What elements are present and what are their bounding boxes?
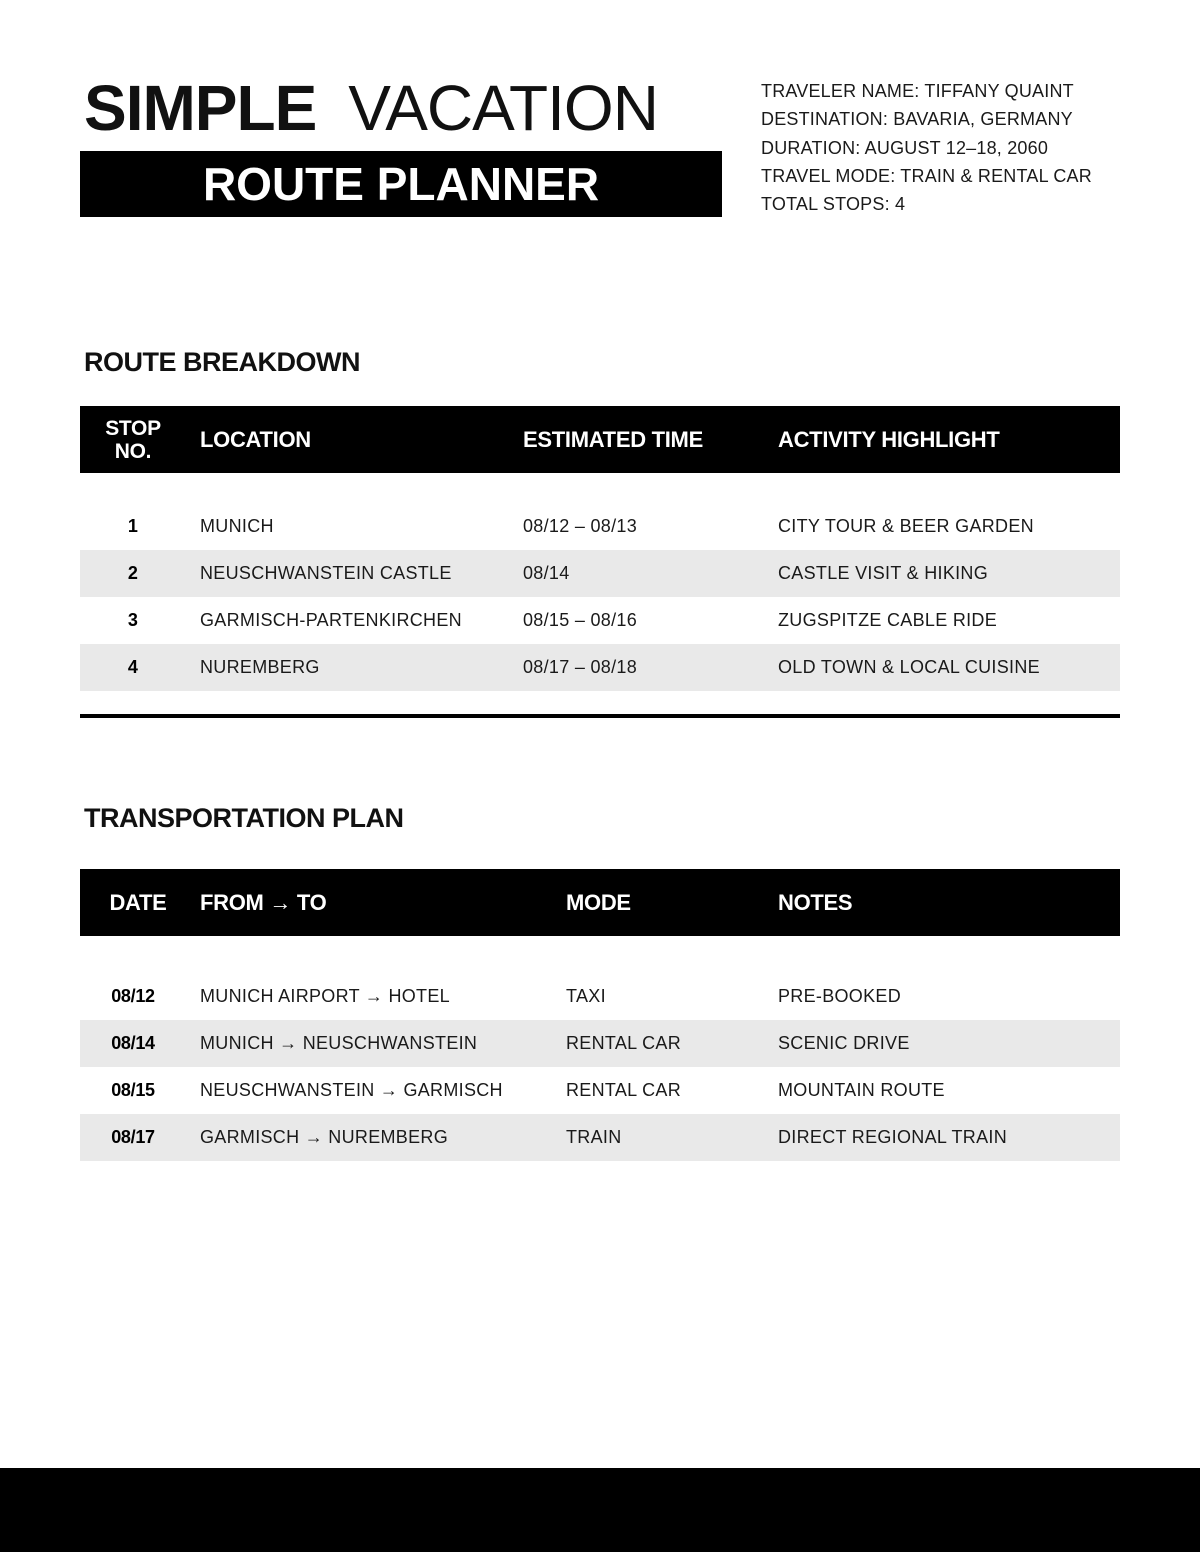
header-stop-line1: STOP	[105, 416, 161, 440]
activity-cell: ZUGSPITZE CABLE RIDE	[778, 610, 998, 630]
stop-number: 3	[127, 610, 139, 630]
header-date: DATE	[109, 889, 167, 915]
time-cell: 08/15 – 08/16	[523, 610, 638, 630]
time-cell: 08/14	[523, 563, 570, 583]
header-notes: NOTES	[778, 889, 853, 915]
destination: DESTINATION: BAVARIA, GERMANY	[761, 109, 1073, 130]
notes-cell: PRE-BOOKED	[778, 986, 902, 1006]
stop-number: 2	[127, 563, 139, 583]
route-cell: NEUSCHWANSTEIN → GARMISCH	[200, 1080, 503, 1100]
date-cell: 08/14	[111, 1033, 155, 1053]
location-cell: NEUSCHWANSTEIN CASTLE	[200, 563, 452, 583]
mode-cell: RENTAL CAR	[566, 1033, 682, 1053]
transport-table-body	[80, 973, 1120, 1161]
date-cell: 08/12	[111, 986, 155, 1006]
activity-cell: OLD TOWN & LOCAL CUISINE	[778, 657, 1040, 677]
table-row	[80, 644, 1120, 691]
location-cell: GARMISCH-PARTENKIRCHEN	[200, 610, 462, 630]
route-table-body	[80, 503, 1120, 691]
route-cell: MUNICH AIRPORT → HOTEL	[200, 986, 450, 1006]
date-cell: 08/15	[111, 1080, 155, 1100]
table-row	[80, 973, 1120, 1020]
header-mode: MODE	[566, 889, 631, 915]
title-bold-word: SIMPLE	[84, 72, 317, 144]
notes-cell: MOUNTAIN ROUTE	[778, 1080, 945, 1100]
route-table-header	[80, 406, 1120, 473]
table-row	[80, 597, 1120, 644]
stop-number: 4	[127, 657, 139, 677]
trip-info	[761, 77, 1161, 218]
page-title	[84, 70, 658, 146]
table-row	[80, 550, 1120, 597]
footer-bar	[0, 1468, 1200, 1552]
page-subtitle: ROUTE PLANNER	[202, 158, 600, 210]
header-stop-no	[80, 406, 186, 473]
transport-section-title: TRANSPORTATION PLAN	[84, 803, 404, 833]
header-estimated-time: ESTIMATED TIME	[523, 426, 703, 452]
header-activity-highlight: ACTIVITY HIGHLIGHT	[778, 426, 1000, 452]
location-cell: MUNICH	[200, 516, 274, 536]
mode-cell: TAXI	[566, 986, 606, 1006]
stop-number: 1	[127, 516, 139, 536]
total-stops: TOTAL STOPS: 4	[761, 194, 906, 215]
time-cell: 08/17 – 08/18	[523, 657, 638, 677]
route-cell: MUNICH → NEUSCHWANSTEIN	[200, 1033, 478, 1053]
route-cell: GARMISCH → NUREMBERG	[200, 1127, 449, 1147]
header-stop-line2: NO.	[114, 439, 152, 463]
mode-cell: RENTAL CAR	[566, 1080, 682, 1100]
section-divider	[80, 714, 1120, 718]
mode-cell: TRAIN	[566, 1127, 622, 1147]
header-location: LOCATION	[200, 426, 311, 452]
transport-table-header	[80, 869, 1120, 936]
notes-cell: SCENIC DRIVE	[778, 1033, 910, 1053]
table-row	[80, 503, 1120, 550]
duration: DURATION: AUGUST 12–18, 2060	[761, 137, 1049, 158]
route-section-title: ROUTE BREAKDOWN	[84, 347, 360, 377]
traveler-name: TRAVELER NAME: TIFFANY QUAINT	[761, 81, 1074, 101]
notes-cell: DIRECT REGIONAL TRAIN	[778, 1127, 1008, 1147]
travel-mode: TRAVEL MODE: TRAIN & RENTAL CAR	[761, 165, 1092, 186]
title-light-word: VACATION	[348, 72, 658, 144]
table-row	[80, 1067, 1120, 1114]
transport-table	[80, 869, 1120, 1161]
table-row	[80, 1020, 1120, 1067]
route-table	[80, 406, 1120, 691]
header-from-to: FROM → TO	[200, 889, 327, 915]
activity-cell: CASTLE VISIT & HIKING	[778, 563, 989, 583]
location-cell: NUREMBERG	[200, 657, 320, 677]
activity-cell: CITY TOUR & BEER GARDEN	[778, 516, 1034, 536]
date-cell: 08/17	[111, 1127, 155, 1147]
subtitle-band	[80, 151, 722, 217]
time-cell: 08/12 – 08/13	[523, 516, 638, 536]
table-row	[80, 1114, 1120, 1161]
